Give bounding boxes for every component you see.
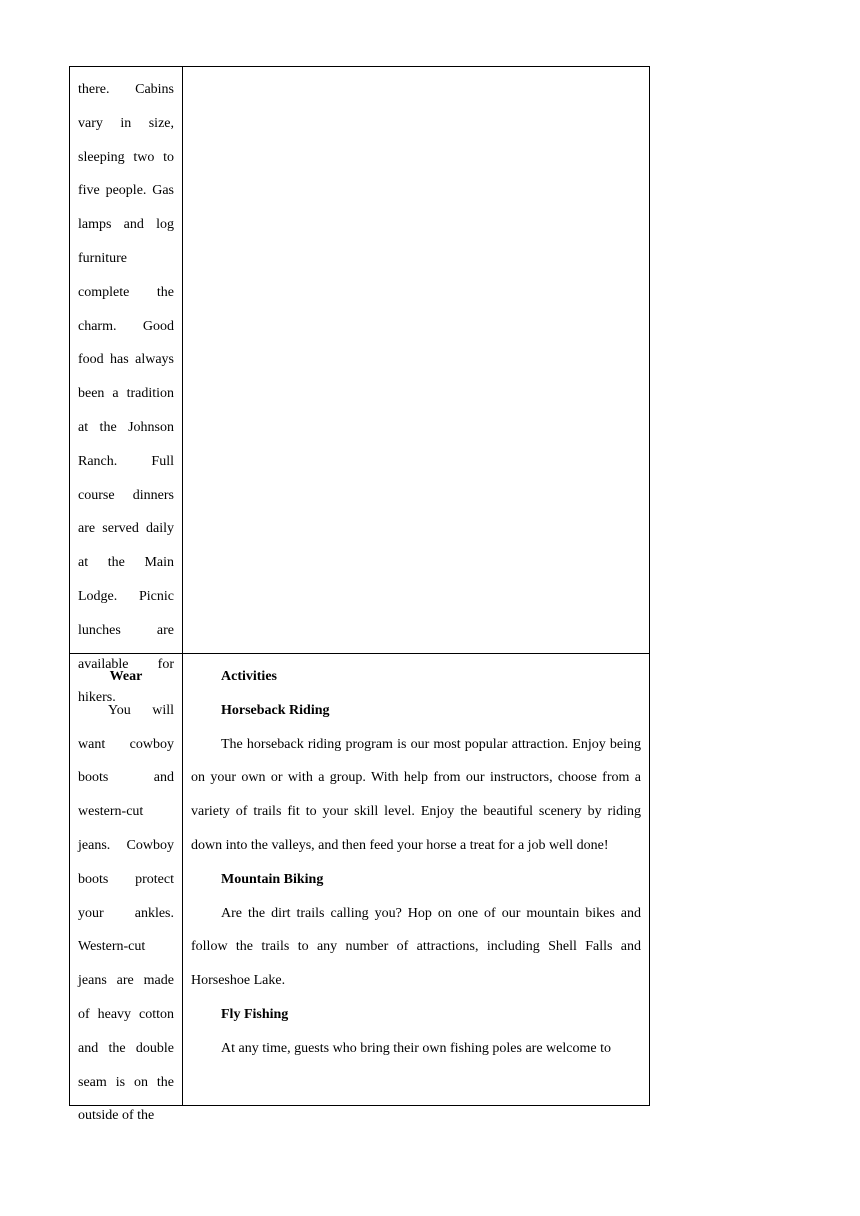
activities-cell bbox=[183, 654, 650, 1106]
document-table bbox=[69, 66, 650, 1124]
horseback-title: Horseback Riding bbox=[221, 702, 330, 718]
fishing-title: Fly Fishing bbox=[221, 1006, 289, 1022]
table-row bbox=[70, 67, 650, 654]
biking-title: Mountain Biking bbox=[221, 871, 324, 887]
empty-cell bbox=[183, 67, 650, 654]
wear-heading: Wear bbox=[109, 669, 143, 684]
lodging-text: there. Cabins vary in size, sleeping two to five people. Gas lamps and log furniture complete the charm. Good food has always been a tradition at the Johnson Ranch. Full course dinners are served daily at the Main Lodge. Picnic lunches are available for hikers. bbox=[78, 82, 174, 706]
fishing-text: At any time, guests who bring their own fishing poles are welcome to bbox=[221, 1040, 611, 1056]
biking-text: Are the dirt trails calling you? Hop on one of our mountain bikes and follow the trails to any number of attractions, including Shell Falls and Horseshoe Lake. bbox=[191, 905, 641, 989]
wear-text: You will want cowboy boots and western-cut jeans. Cowboy boots protect your ankles. Western-cut jeans are made of heavy cotton and the double seam is on the outside of the bbox=[78, 702, 174, 1124]
horseback-text: The horseback riding program is our most popular attraction. Enjoy being on your own or with a group. With help from our instructors, choose from a variety of trails fit to your skill level. Enjoy the beautiful scenery by riding down into the valleys, and then feed your horse a treat for a job well done! bbox=[191, 736, 641, 853]
table-row bbox=[70, 654, 650, 1106]
wear-cell bbox=[70, 654, 183, 1124]
activities-heading: Activities bbox=[221, 669, 277, 684]
